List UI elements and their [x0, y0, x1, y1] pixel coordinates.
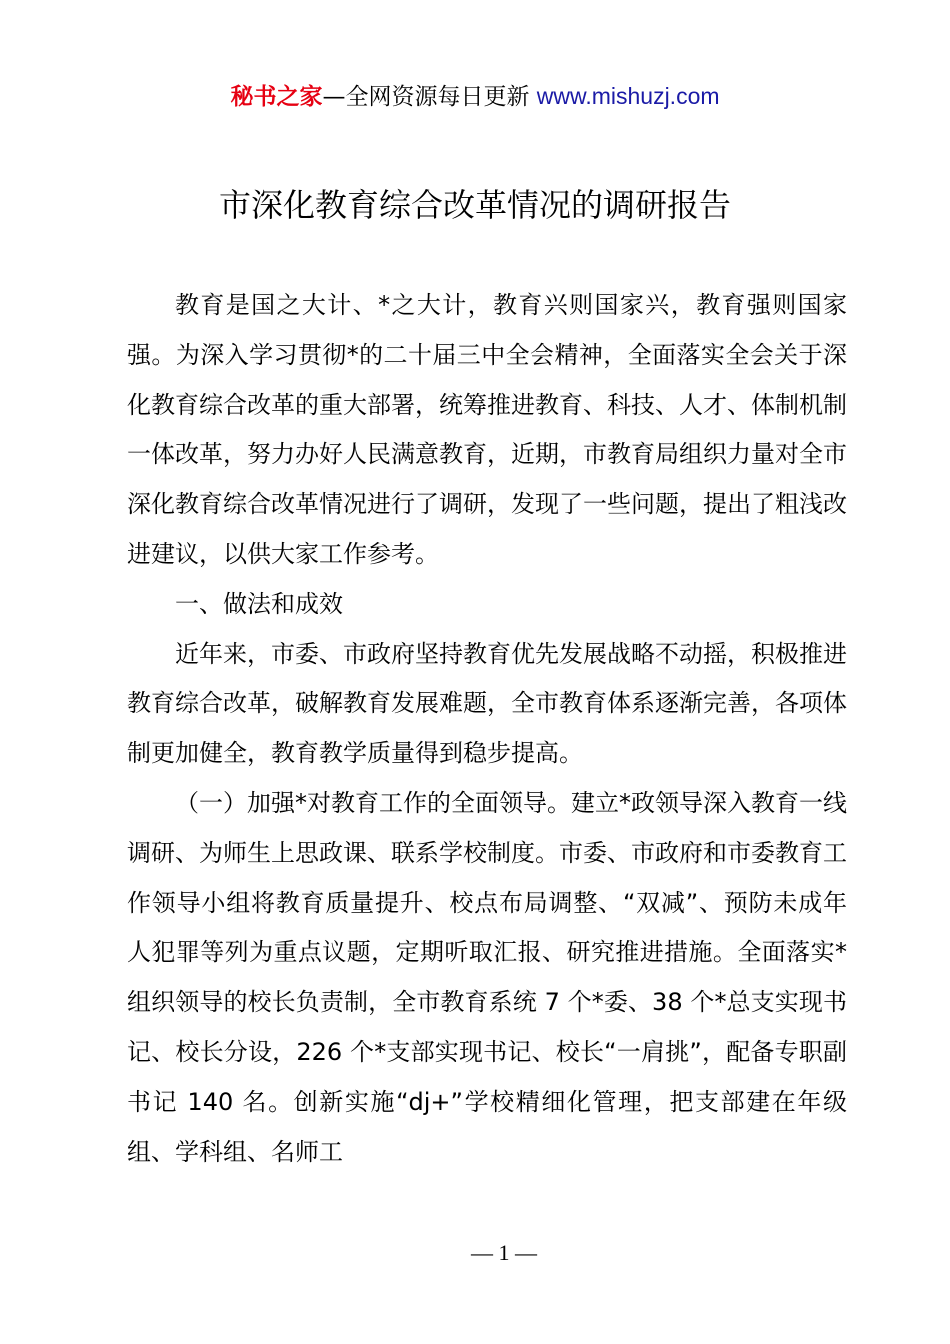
page-number: — 1 — [471, 1240, 537, 1265]
site-header [0, 80, 950, 113]
section-heading: 一、做法和成效 [175, 589, 343, 618]
document-title: 市深化教育综合改革情况的调研报告 [218, 186, 731, 224]
intro-paragraph: 教育是国之大计、*之大计，教育兴则国家兴，教育强则国家强。为深入学习贯彻*的二十届三中全会精神，全面落实全会关于深化教育综合改革的重大部署，统筹推进教育、科技、人才、体制机制一体改革，努力办好人民满意教育，近期，市教育局组织力量对全市深化教育综合改革情况进行了调研，发现了一些问题，提出了粗浅改进建议，以供大家工作参考。 [127, 291, 847, 568]
site-brand: 秘书之家 [230, 84, 323, 110]
document-body [127, 281, 847, 1177]
subsection-paragraph: （一）加强*对教育工作的全面领导。建立*政领导深入教育一线调研、为师生上思政课、联系学校制度。市委、市政府和市委教育工作领导小组将教育质量提升、校点布局调整、“双减”、预防未成年人犯罪等列为重点议题，定期听取汇报、研究推进措施。全面落实*组织领导的校长负责制，全市教育系统 7 个*委、38 个*总支实现书记、校长分设，226 个*支部实现书记、校长“一肩挑”，配备专职副书记 140 名。创新实施“dj+”学校精细化管理，把支部建在年级组、学科组、名师工 [127, 788, 847, 1166]
site-url-link[interactable]: www.mishuzj.com [536, 83, 720, 109]
section-paragraph: 近年来，市委、市政府坚持教育优先发展战略不动摇，积极推进教育综合改革，破解教育发展难题，全市教育体系逐渐完善，各项体制更加健全，教育教学质量得到稳步提高。 [127, 639, 847, 768]
site-slogan: —全网资源每日更新 [322, 84, 537, 110]
